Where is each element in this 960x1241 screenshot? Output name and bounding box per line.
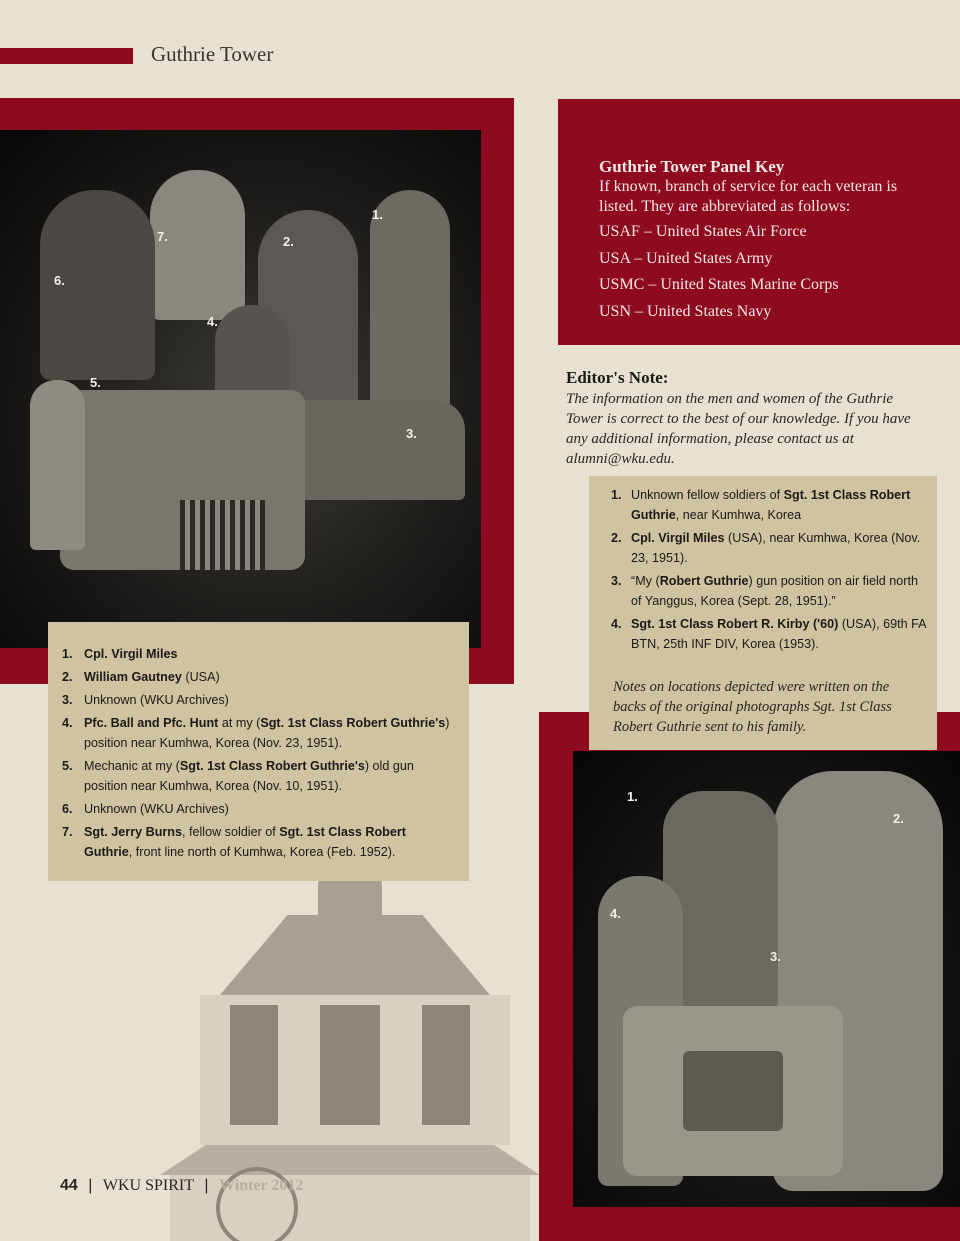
list-item: 6. Unknown (WKU Archives)	[62, 802, 229, 816]
photo-label: 2.	[283, 234, 294, 249]
footer	[60, 1177, 303, 1195]
section-title: Guthrie Tower	[151, 42, 274, 66]
panel-key-title: Guthrie Tower Panel Key	[599, 157, 785, 176]
issue-date: Winter 2012	[219, 1177, 304, 1194]
branch-list	[599, 219, 839, 325]
list-item: 4. Sgt. 1st Class Robert R. Kirby ('60) (USA), 69th FA BTN, 25th INF DIV, Korea (1953).	[611, 617, 926, 651]
list-item: 3. “My (Robert Guthrie) gun position on air field north of Yanggus, Korea (Sept. 28, 1951).”	[611, 574, 918, 608]
list-item: 2. William Gautney (USA)	[62, 670, 220, 684]
footer-separator: |	[204, 1177, 209, 1194]
photo-label: 4.	[207, 314, 218, 329]
right-caption-box	[589, 476, 937, 750]
photo-label: 2.	[893, 811, 904, 826]
right-photo-collage	[573, 751, 960, 1207]
photo-label: 7.	[157, 229, 168, 244]
photo-label: 3.	[406, 426, 417, 441]
footer-separator: |	[88, 1177, 93, 1194]
photo-label: 4.	[610, 906, 621, 921]
photo-label: 6.	[54, 273, 65, 288]
list-item: 4. Pfc. Ball and Pfc. Hunt at my (Sgt. 1st Class Robert Guthrie's) position near Kumhwa, Korea (Nov. 23, 1951).	[62, 716, 450, 750]
photo-label: 1.	[627, 789, 638, 804]
panel-key-intro: If known, branch of service for each veteran is listed. They are abbreviated as follows:	[599, 178, 898, 215]
branch-item: USN – United States Navy	[599, 302, 772, 320]
list-item: 1. Unknown fellow soldiers of Sgt. 1st Class Robert Guthrie, near Kumhwa, Korea	[611, 488, 911, 522]
branch-item: USA – United States Army	[599, 249, 773, 267]
photo-label: 3.	[770, 949, 781, 964]
header-bar	[0, 48, 133, 64]
branch-item: USAF – United States Air Force	[599, 223, 807, 240]
editor-note-title: Editor's Note:	[566, 368, 669, 387]
list-item: 1. Cpl. Virgil Miles	[62, 647, 178, 661]
list-item: 2. Cpl. Virgil Miles (USA), near Kumhwa, Korea (Nov. 23, 1951).	[611, 531, 921, 565]
magazine-name: WKU SPIRIT	[102, 1177, 194, 1194]
list-item: 5. Mechanic at my (Sgt. 1st Class Robert Guthrie's) old gun position near Kumhwa, Korea (Nov. 10, 1951).	[62, 759, 414, 793]
soldier-figure	[150, 170, 245, 320]
list-item: 7. Sgt. Jerry Burns, fellow soldier of Sgt. 1st Class Robert Guthrie, front line north of Kumhwa, Korea (Feb. 1952).	[62, 825, 406, 859]
photo-label: 1.	[372, 207, 383, 222]
photo-label: 5.	[90, 375, 101, 390]
soldier-figure	[30, 380, 85, 550]
panel-key-box	[558, 99, 960, 345]
editor-note-body: The information on the men and women of the Guthrie Tower is correct to the best of our knowledge. If you have any additional information, please contact us at alumni@wku.edu.	[566, 391, 911, 467]
jeep-grille	[180, 500, 265, 570]
photo-notes: Notes on locations depicted were written on the backs of the original photographs Sgt. 1st Class Robert Guthrie sent to his family.	[613, 679, 892, 735]
left-photo-collage	[0, 130, 481, 648]
jeep-grille	[683, 1051, 783, 1131]
page-number: 44	[60, 1177, 78, 1194]
branch-item: USMC – United States Marine Corps	[599, 276, 839, 293]
left-caption-box	[48, 622, 469, 881]
list-item: 3. Unknown (WKU Archives)	[62, 693, 229, 707]
